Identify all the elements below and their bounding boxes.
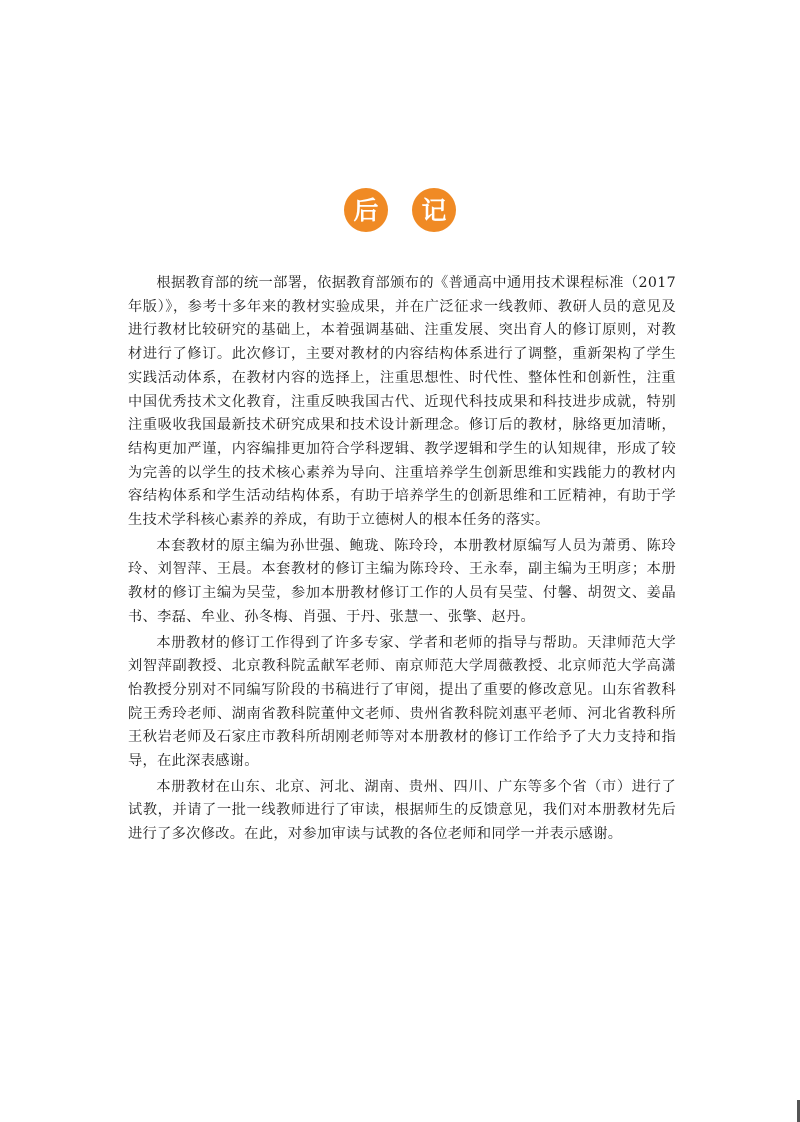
paragraph-4: 本册教材在山东、北京、河北、湖南、贵州、四川、广东等多个省（市）进行了试教，并请了一批一线教师进行了审读，根据师生的反馈意见，我们对本册教材先后进行了多次修改。在此，对参加审读与试教的各位老师和同学一并表示感谢。 bbox=[128, 778, 676, 843]
page-title bbox=[0, 188, 800, 232]
title-char-1: 后 bbox=[344, 188, 388, 232]
afterword-body bbox=[128, 272, 676, 849]
paragraph-3: 本册教材的修订工作得到了许多专家、学者和老师的指导与帮助。天津师范大学刘智萍副教授、北京教科院孟献军老师、南京师范大学周薇教授、北京师范大学高潇怡教授分别对不同编写阶段的书稿进行了审阅，提出了重要的修改意见。山东省教科院王秀玲老师、湖南省教科院董仲文老师、贵州省教科院刘惠平老师、河北省教科所王秋岩老师及石家庄市教科所胡刚老师等对本册教材的修订工作给予了大力支持和指导，在此深表感谢。 bbox=[128, 634, 676, 770]
paragraph-1: 根据教育部的统一部署，依据教育部颁布的《普通高中通用技术课程标准（2017年版）》，参考十多年来的教材实验成果，并在广泛征求一线教师、教研人员的意见及进行教材比较研究的基础上，本着强调基础、注重发展、突出育人的修订原则，对教材进行了修订。此次修订，主要对教材的内容结构体系进行了调整，重新架构了学生实践活动体系，在教材内容的选择上，注重思想性、时代性、整体性和创新性，注重中国优秀技术文化教育，注重反映我国古代、近现代科技成果和科技进步成就，特别注重吸收我国最新技术研究成果和技术设计新理念。修订后的教材，脉络更加清晰，结构更加严谨，内容编排更加符合学科逻辑、教学逻辑和学生的认知规律，形成了较为完善的以学生的技术核心素养为导向、注重培养学生创新思维和实践能力的教材内容结构体系和学生活动结构体系，有助于培养学生的创新思维和工匠精神，有助于学生技术学科核心素养的养成，有助于立德树人的根本任务的落实。 bbox=[128, 275, 676, 529]
paragraph-2: 本套教材的原主编为孙世强、鲍珑、陈玲玲，本册教材原编写人员为萧勇、陈玲玲、刘智萍、王晨。本套教材的修订主编为陈玲玲、王永奉，副主编为王明彦；本册教材的修订主编为吴莹，参加本册教材修订工作的人员有吴莹、付馨、胡贺文、姜晶书、李磊、牟业、孙冬梅、肖强、于丹、张慧一、张擎、赵丹。 bbox=[128, 537, 676, 625]
title-char-2: 记 bbox=[412, 188, 456, 232]
